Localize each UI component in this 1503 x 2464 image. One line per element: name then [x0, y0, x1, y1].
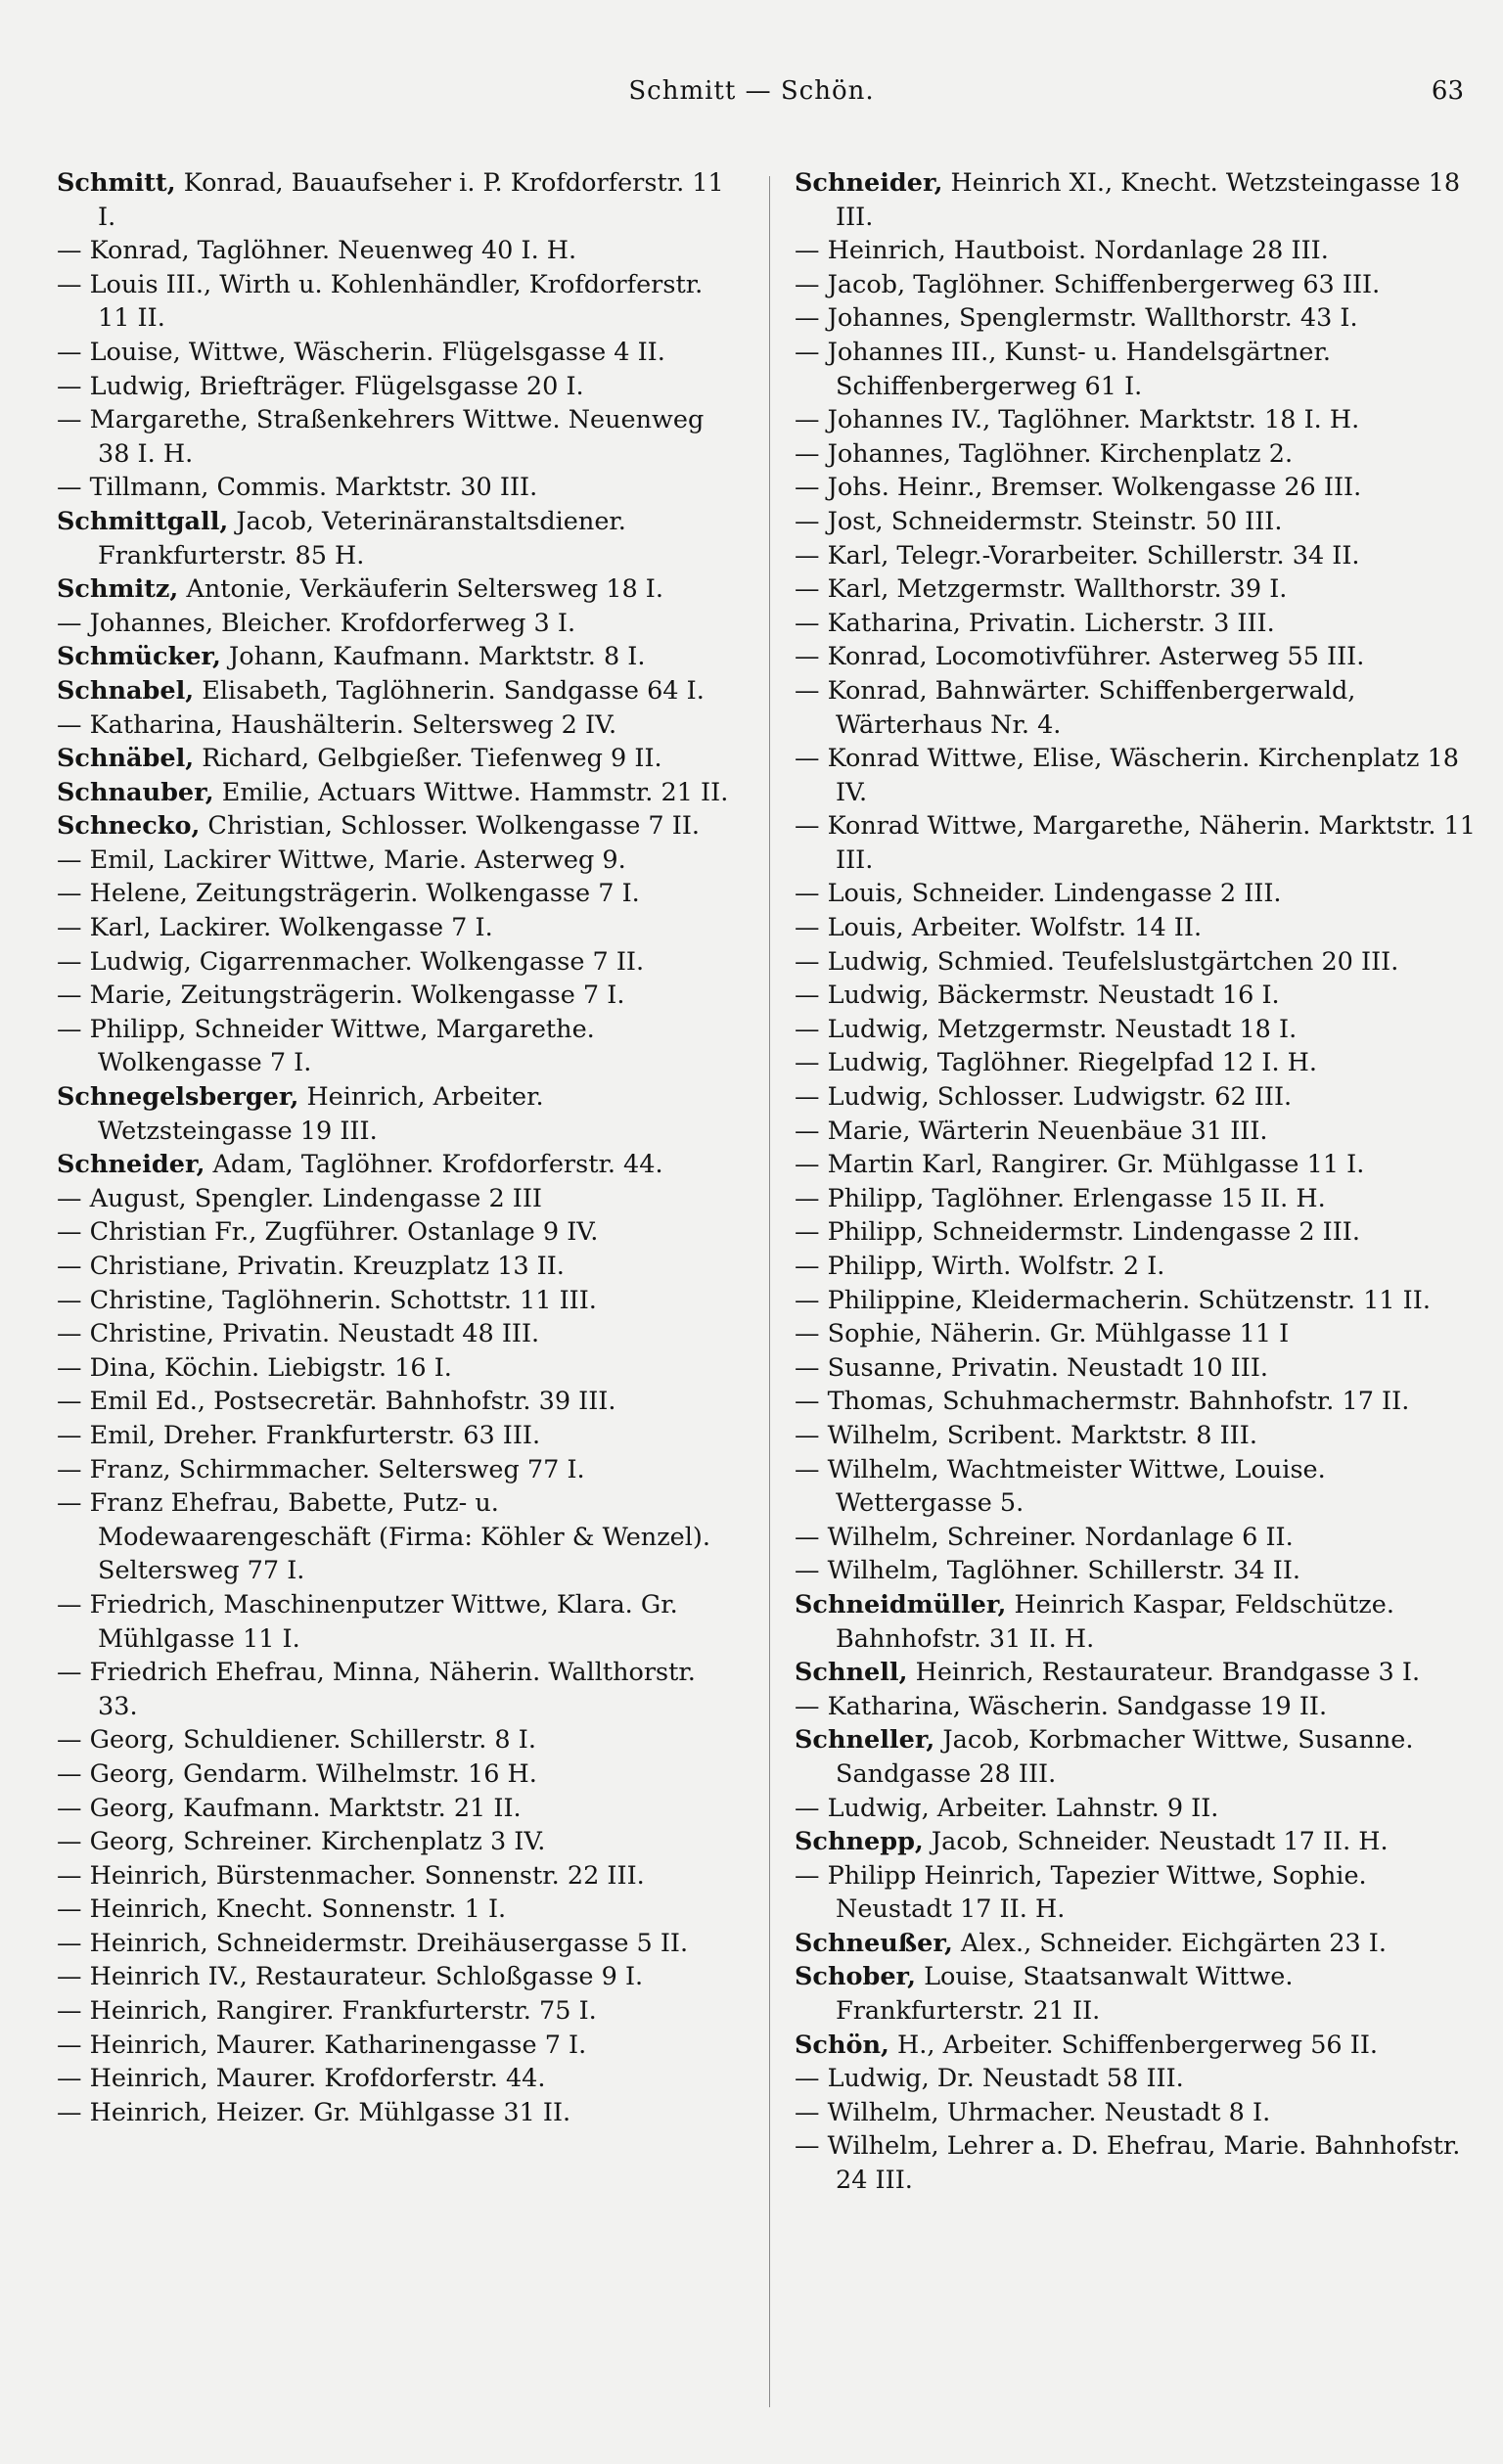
entry-details: — Jost, Schneidermstr. Steinstr. 50 III.	[795, 506, 1283, 536]
entry-details: Christian, Schlosser. Wolkengasse 7 II.	[200, 811, 701, 842]
directory-entry	[795, 1080, 1480, 1115]
entry-details: Elisabeth, Taglöhnerin. Sandgasse 64 I.	[194, 675, 705, 706]
entry-details: — Konrad, Taglöhner. Neuenweg 40 I. H.	[57, 236, 577, 266]
directory-entry	[795, 539, 1480, 573]
directory-entry	[795, 2129, 1480, 2197]
entry-details: — Wilhelm, Schreiner. Nordanlage 6 II.	[795, 1522, 1294, 1552]
entry-surname: Schober,	[795, 1962, 917, 1992]
entry-details: — Louis III., Wirth u. Kohlenhändler, Krofdorferstr. 11 II.	[57, 269, 704, 334]
directory-entry	[795, 945, 1480, 980]
entry-surname: Schneller,	[795, 1725, 935, 1756]
directory-entry	[795, 166, 1480, 234]
entry-details: Adam, Taglöhner. Krofdorferstr. 44.	[205, 1150, 663, 1180]
entry-details: — Katharina, Wäscherin. Sandgasse 19 II.	[795, 1691, 1328, 1721]
directory-entry	[57, 572, 742, 607]
directory-entry	[795, 1284, 1480, 1318]
directory-entry	[57, 1723, 742, 1757]
entry-details: Jacob, Korbmacher Wittwe, Susanne. Sandgasse 28 III.	[836, 1725, 1414, 1789]
directory-entry	[57, 1792, 742, 1826]
entry-details: — Ludwig, Cigarrenmacher. Wolkengasse 7 II.	[57, 946, 645, 977]
directory-entry	[795, 234, 1480, 268]
entry-details: Louise, Staatsanwalt Wittwe. Frankfurterstr. 21 II.	[836, 1962, 1294, 2027]
directory-entry	[57, 640, 742, 674]
entry-surname: Schnecko,	[57, 811, 201, 842]
directory-entry	[795, 607, 1480, 641]
entry-details: — Martin Karl, Rangirer. Gr. Mühlgasse 11 I.	[795, 1150, 1365, 1180]
directory-entry	[57, 2029, 742, 2063]
directory-entry	[57, 911, 742, 945]
directory-entry	[57, 1148, 742, 1182]
directory-entry	[795, 1148, 1480, 1182]
entry-details: — Louis, Arbeiter. Wolfstr. 14 II.	[795, 913, 1203, 943]
entry-details: — Karl, Telegr.-Vorarbeiter. Schillerstr. 34 II.	[795, 540, 1360, 570]
right-column	[795, 166, 1480, 2198]
entry-details: — Christian Fr., Zugführer. Ostanlage 9 IV.	[57, 1217, 599, 1248]
directory-entry	[57, 979, 742, 1013]
directory-entry	[795, 336, 1480, 403]
directory-entry	[57, 1994, 742, 2029]
entry-details: — Franz, Schirmmacher. Selterswеg 77 I.	[57, 1454, 585, 1484]
directory-entry	[57, 809, 742, 844]
entry-details: — Philipp, Schneider Wittwe, Margarethe. Wolkengasse 7 I.	[57, 1014, 595, 1078]
directory-entry	[795, 1250, 1480, 1284]
page-header	[0, 76, 1503, 115]
entry-details: Alex., Schneider. Eichgärten 23 I.	[952, 1928, 1387, 1958]
entry-details: H., Arbeiter. Schiffenbergerweg 56 II.	[888, 2030, 1379, 2060]
entry-surname: Schneider,	[57, 1150, 205, 1180]
directory-entry	[795, 1419, 1480, 1453]
directory-entry	[795, 1792, 1480, 1826]
directory-entry	[57, 2096, 742, 2130]
directory-entry	[795, 2062, 1480, 2096]
directory-entry	[57, 2062, 742, 2096]
entry-details: — Heinrich IV., Restaurateur. Schloßgasse 9 I.	[57, 1962, 644, 1992]
entry-surname: Schmücker,	[57, 642, 221, 672]
entry-details: — Ludwig, Schlosser. Ludwigstr. 62 III.	[795, 1082, 1293, 1113]
directory-entry	[795, 1351, 1480, 1386]
entry-surname: Schmitt,	[57, 168, 176, 198]
entry-details: Emilie, Actuars Wittwe. Hammstr. 21 II.	[213, 777, 729, 807]
entry-details: Jacob, Schneider. Neustadt 17 II. H.	[923, 1827, 1389, 1857]
entry-details: — Christiane, Privatin. Kreuzplatz 13 II.	[57, 1252, 565, 1281]
entry-details: — Marie, Wärterin Neuenbäue 31 III.	[795, 1116, 1268, 1146]
directory-entry	[57, 1893, 742, 1927]
entry-surname: Schnauber,	[57, 777, 214, 807]
entry-details: — Emil, Lackirer Wittwe, Marie. Asterweg 9.	[57, 844, 626, 875]
directory-entry	[795, 2029, 1480, 2063]
directory-entry	[57, 166, 742, 234]
directory-entry	[795, 1554, 1480, 1588]
directory-entry	[57, 674, 742, 708]
directory-entry	[795, 1317, 1480, 1351]
entry-details: — Wilhelm, Uhrmacher. Neustadt 8 I.	[795, 2097, 1271, 2127]
directory-entry	[795, 403, 1480, 437]
entry-details: Heinrich, Arbeiter. Wetzsteingasse 19 III.	[98, 1082, 544, 1146]
entry-surname: Schnäbel,	[57, 744, 195, 774]
entry-details: — Johannes, Bleicher. Krofdorferweg 3 I.	[57, 608, 576, 638]
directory-entry	[795, 572, 1480, 607]
entry-details: — Philipp Heinrich, Tapezier Wittwe, Sophie. Neustadt 17 II. H.	[795, 1860, 1367, 1925]
entry-surname: Schneider,	[795, 168, 943, 198]
entry-details: — Karl, Lackirer. Wolkengasse 7 I.	[57, 913, 493, 943]
entry-details: — Marie, Zeitungsträgerin. Wolkengasse 7 I.	[57, 981, 625, 1011]
directory-entry	[795, 471, 1480, 505]
directory-entry	[57, 844, 742, 878]
entry-details: — Helene, Zeitungsträgerin. Wolkengasse 7 I.	[57, 879, 640, 909]
directory-entry	[57, 708, 742, 743]
directory-entry	[795, 1046, 1480, 1080]
directory-entry	[795, 742, 1480, 809]
directory-entry	[795, 979, 1480, 1013]
directory-entry	[795, 1115, 1480, 1149]
entry-details: — Ludwig, Bäckermstr. Neustadt 16 I.	[795, 981, 1280, 1011]
entry-details: Heinrich Kaspar, Feldschütze. Bahnhofstr. 31 II. H.	[836, 1589, 1394, 1654]
directory-entry	[795, 505, 1480, 539]
entry-details: — Wilhelm, Scribent. Marktstr. 8 III.	[795, 1420, 1257, 1450]
directory-entry	[57, 877, 742, 911]
entry-surname: Schneidmüller,	[795, 1589, 1007, 1620]
entry-surname: Schmittgall,	[57, 506, 229, 536]
entry-details: — Konrad Wittwe, Elise, Wäscherin. Kirchenplatz 18 IV.	[795, 744, 1460, 807]
entry-details: — Philipp, Wirth. Wolfstr. 2 I.	[795, 1252, 1165, 1281]
directory-entry	[57, 1588, 742, 1656]
entry-details: — Heinrich, Maurer. Krofdorferstr. 44.	[57, 2064, 546, 2094]
directory-entry	[57, 1013, 742, 1080]
directory-entry	[795, 1859, 1480, 1927]
entry-details: — Katharina, Privatin. Licherstr. 3 III.	[795, 608, 1275, 638]
entry-details: — Ludwig, Briefträger. Flügelsgasse 20 I.	[57, 371, 584, 401]
directory-entry	[57, 1351, 742, 1386]
entry-details: — Georg, Schuldiener. Schillerstr. 8 I.	[57, 1725, 536, 1756]
entry-details: — Margarethe, Straßenkehrers Wittwe. Neuenweg 38 I. H.	[57, 405, 705, 469]
entry-details: — Ludwig, Taglöhner. Riegelpfad 12 I. H.	[795, 1048, 1317, 1078]
entry-details: — Philippine, Kleidermacherin. Schützenstr. 11 II.	[795, 1285, 1431, 1315]
directory-entry	[57, 607, 742, 641]
directory-entry	[57, 1859, 742, 1894]
entry-details: — Louis, Schneider. Lindengasse 2 III.	[795, 879, 1282, 909]
directory-entry	[57, 945, 742, 980]
entry-details: — Wilhelm, Wachtmeister Wittwe, Louise. Wettergasse 5.	[795, 1454, 1326, 1519]
entry-details: — Ludwig, Metzgermstr. Neustadt 18 I.	[795, 1014, 1298, 1044]
directory-entry	[57, 1250, 742, 1284]
directory-entry	[795, 1215, 1480, 1250]
directory-entry	[57, 1080, 742, 1148]
directory-entry	[57, 403, 742, 471]
directory-entry	[57, 1182, 742, 1216]
directory-entry	[795, 1690, 1480, 1724]
directory-entry	[795, 1182, 1480, 1216]
entry-details: — Friedrich Ehefrau, Minna, Näherin. Wallthorstr. 33.	[57, 1658, 696, 1721]
entry-details: — August, Spengler. Lindengasse 2 III	[57, 1183, 543, 1213]
entry-details: — Johannes, Spenglermstr. Wallthorstr. 43 I.	[795, 303, 1358, 334]
directory-entry	[795, 2096, 1480, 2130]
directory-entry	[795, 1723, 1480, 1791]
entry-details: — Jacob, Taglöhner. Schiffenbergerweg 63 III.	[795, 269, 1381, 299]
entry-details: Johann, Kaufmann. Marktstr. 8 I.	[220, 642, 646, 672]
directory-entry	[795, 1385, 1480, 1419]
entry-details: — Johannes III., Kunst- u. Handelsgärtner. Schiffenbergerweg 61 I.	[795, 337, 1331, 401]
directory-entry	[57, 1486, 742, 1588]
directory-entry	[57, 370, 742, 404]
directory-entry	[57, 742, 742, 776]
directory-entry	[795, 268, 1480, 302]
directory-entry	[57, 1825, 742, 1859]
entry-details: — Georg, Gendarm. Wilhelmstr. 16 H.	[57, 1758, 537, 1789]
directory-entry	[795, 1825, 1480, 1859]
entry-details: — Karl, Metzgermstr. Wallthorstr. 39 I.	[795, 574, 1288, 605]
directory-entry	[795, 1960, 1480, 2028]
entry-details: — Christine, Privatin. Neustadt 48 III.	[57, 1319, 540, 1349]
directory-entry	[57, 1960, 742, 1994]
entry-details: — Heinrich, Maurer. Katharinengasse 7 I.	[57, 2030, 587, 2060]
directory-entry	[795, 911, 1480, 945]
entry-details: — Heinrich, Schneidermstr. Dreihäusergasse 5 II.	[57, 1928, 689, 1958]
entry-details: Richard, Gelbgießer. Tiefenweg 9 II.	[194, 744, 662, 774]
entry-details: — Heinrich, Heizer. Gr. Mühlgasse 31 II.	[57, 2097, 571, 2127]
directory-entry	[57, 234, 742, 268]
entry-details: — Heinrich, Knecht. Sonnenstr. 1 I.	[57, 1894, 507, 1925]
directory-entry	[795, 1588, 1480, 1656]
entry-details: — Ludwig, Dr. Neustadt 58 III.	[795, 2064, 1184, 2094]
directory-entry	[57, 1419, 742, 1453]
entry-details: — Ludwig, Schmied. Teufelslustgärtchen 20 III.	[795, 946, 1399, 977]
entry-details: — Philipp, Taglöhner. Erlengasse 15 II. H.	[795, 1183, 1326, 1213]
directory-entry	[795, 1521, 1480, 1555]
column-divider	[769, 176, 770, 2407]
entry-surname: Schön,	[795, 2030, 889, 2060]
entry-details: — Konrad, Bahnwärter. Schiffenbergerwald, Wärterhaus Nr. 4.	[795, 675, 1356, 740]
directory-entry	[57, 471, 742, 505]
entry-surname: Schnabel,	[57, 675, 195, 706]
entry-surname: Schmitz,	[57, 574, 179, 605]
directory-entry	[795, 640, 1480, 674]
entry-details: — Friedrich, Maschinenputzer Wittwe, Klara. Gr. Mühlgasse 11 I.	[57, 1589, 678, 1654]
entry-details: — Konrad, Locomotivführer. Asterweg 55 III.	[795, 642, 1365, 672]
directory-entry	[795, 1656, 1480, 1690]
directory-entry	[57, 505, 742, 572]
entry-details: — Georg, Kaufmann. Marktstr. 21 II.	[57, 1793, 522, 1823]
entry-details: Heinrich XI., Knecht. Wetzsteingasse 18 III.	[836, 168, 1461, 232]
left-column	[57, 166, 742, 2129]
directory-entry	[795, 437, 1480, 472]
entry-details: — Heinrich, Rangirer. Frankfurterstr. 75 I.	[57, 1996, 597, 2027]
entry-details: — Thomas, Schuhmachermstr. Bahnhofstr. 17 II.	[795, 1387, 1410, 1417]
directory-entry	[795, 301, 1480, 336]
directory-entry	[795, 877, 1480, 911]
directory-entry	[57, 1215, 742, 1250]
entry-details: — Sophie, Näherin. Gr. Mühlgasse 11 I	[795, 1319, 1290, 1349]
entry-details: — Johannes, Taglöhner. Kirchenplatz 2.	[795, 438, 1294, 469]
entry-details: — Susanne, Privatin. Neustadt 10 III.	[795, 1352, 1269, 1383]
entry-details: — Louise, Wittwe, Wäscherin. Flügelsgasse 4 II.	[57, 337, 665, 367]
entry-details: — Wilhelm, Lehrer a. D. Ehefrau, Marie. Bahnhofstr. 24 III.	[795, 2131, 1461, 2196]
entry-details: — Emil Ed., Postsecretär. Bahnhofstr. 39 III.	[57, 1387, 616, 1417]
entry-details: — Konrad Wittwe, Margarethe, Näherin. Marktstr. 11 III.	[795, 811, 1476, 875]
entry-details: — Christine, Taglöhnerin. Schottstr. 11 III.	[57, 1285, 597, 1315]
entry-details: — Georg, Schreiner. Kirchenplatz 3 IV.	[57, 1827, 546, 1857]
directory-entry	[57, 1757, 742, 1792]
directory-entry	[795, 1453, 1480, 1521]
entry-details: — Johannes IV., Taglöhner. Marktstr. 18 I. H.	[795, 405, 1360, 435]
entry-details: Konrad, Bauaufseher i. P. Krofdorferstr. 11 I.	[98, 168, 724, 232]
entry-details: — Emil, Dreher. Frankfurterstr. 63 III.	[57, 1420, 541, 1450]
directory-entry	[57, 1927, 742, 1961]
entry-surname: Schneußer,	[795, 1928, 953, 1958]
directory-entry	[57, 1284, 742, 1318]
entry-details: — Heinrich, Hautboist. Nordanlage 28 III.	[795, 236, 1329, 266]
entry-surname: Schnell,	[795, 1658, 908, 1688]
entry-details: — Johs. Heinr., Bremser. Wolkengasse 26 III.	[795, 473, 1362, 503]
directory-entry	[57, 1317, 742, 1351]
entry-surname: Schnepp,	[795, 1827, 924, 1857]
directory-entry	[795, 809, 1480, 877]
directory-entry	[795, 674, 1480, 742]
directory-entry	[57, 776, 742, 810]
running-head: Schmitt — Schön.	[628, 76, 875, 106]
entry-surname: Schnegelsberger,	[57, 1082, 299, 1113]
entry-details: — Wilhelm, Taglöhner. Schillerstr. 34 II.	[795, 1556, 1300, 1586]
directory-entry	[795, 1927, 1480, 1961]
entry-details: — Dina, Köchin. Liebigstr. 16 I.	[57, 1352, 452, 1383]
entry-details: — Heinrich, Bürstenmacher. Sonnenstr. 22 III.	[57, 1860, 645, 1891]
directory-entry	[57, 268, 742, 336]
directory-entry	[795, 1013, 1480, 1047]
page-number: 63	[1431, 76, 1464, 106]
entry-details: Antonie, Verkäuferin Selterswеg 18 I.	[178, 574, 663, 605]
directory-entry	[57, 1385, 742, 1419]
entry-details: — Katharina, Haushälterin. Selterswеg 2 IV.	[57, 709, 617, 740]
directory-entry	[57, 1656, 742, 1723]
entry-details: — Ludwig, Arbeiter. Lahnstr. 9 II.	[795, 1793, 1219, 1823]
entry-details: — Philipp, Schneidermstr. Lindengasse 2 III.	[795, 1217, 1360, 1248]
directory-entry	[57, 1453, 742, 1487]
entry-details: — Franz Ehefrau, Babette, Putz- u. Modewaarengeschäft (Firma: Köhler & Wenzel). Selterswеg 77 I.	[57, 1488, 710, 1586]
directory-entry	[57, 336, 742, 370]
entry-details: Jacob, Veterinäranstaltsdiener. Frankfurterstr. 85 H.	[98, 506, 626, 570]
entry-details: — Tillmann, Commis. Marktstr. 30 III.	[57, 473, 538, 503]
entry-details: Heinrich, Restaurateur. Brandgasse 3 I.	[907, 1658, 1421, 1688]
